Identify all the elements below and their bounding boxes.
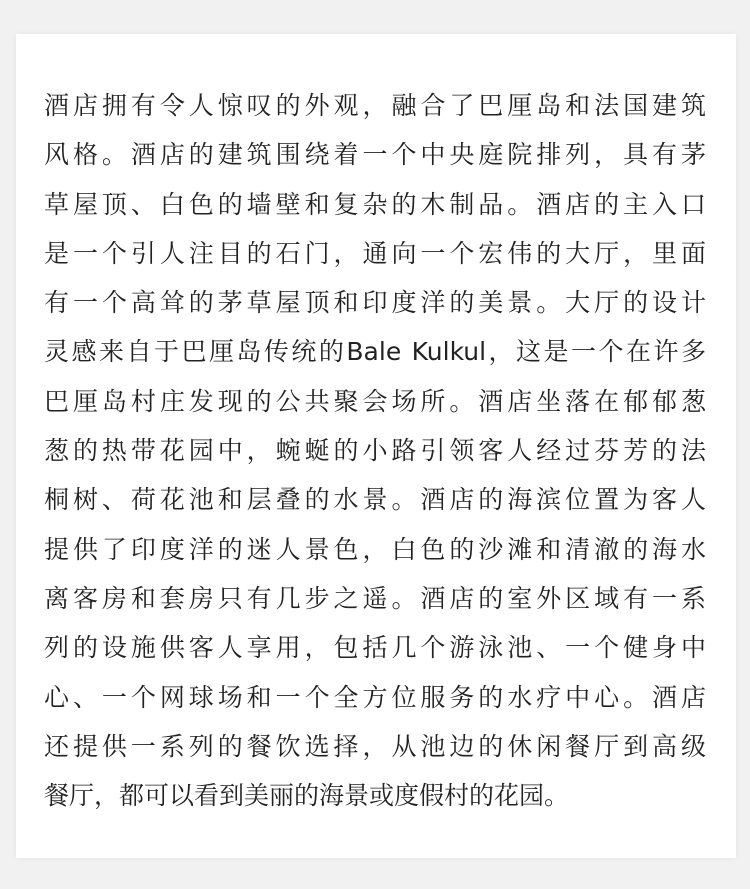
article-line: 酒店拥有令人惊叹的外观，融合了巴厘岛和法国建筑 — [44, 91, 706, 120]
article-line: 提供了印度洋的迷人景色，白色的沙滩和清澈的海水 — [44, 534, 706, 564]
article-line: 列的设施供客人享用，包括几个游泳池、一个健身中 — [44, 633, 706, 663]
article-line: 离客房和套房只有几步之遥。酒店的室外区域有一系 — [44, 583, 706, 613]
article-line: 风格。酒店的建筑围绕着一个中央庭院排列，具有茅 — [44, 140, 706, 170]
article-line: 是一个引人注目的石门，通向一个宏伟的大厅，里面 — [44, 238, 706, 268]
article-line: 心、一个网球场和一个全方位服务的水疗中心。酒店 — [44, 682, 706, 712]
article-line: 桐树、荷花池和层叠的水景。酒店的海滨位置为客人 — [44, 485, 706, 515]
article-line: 有一个高耸的茅草屋顶和印度洋的美景。大厅的设计 — [44, 288, 706, 318]
article-card — [16, 34, 736, 858]
article-line: 草屋顶、白色的墙壁和复杂的木制品。酒店的主入口 — [44, 189, 706, 219]
article-line: 还提供一系列的餐饮选择，从池边的休闲餐厅到高级 — [44, 731, 706, 761]
article-line: 葱的热带花园中，蜿蜒的小路引领客人经过芬芳的法 — [44, 436, 706, 466]
article-line: 灵感来自于巴厘岛传统的Bale Kulkul，这是一个在许多 — [44, 337, 706, 367]
article-paragraph — [44, 81, 714, 820]
article-line: 巴厘岛村庄发现的公共聚会场所。酒店坐落在郁郁葱 — [44, 386, 706, 416]
article-line: 餐厅，都可以看到美丽的海景或度假村的花园。 — [44, 781, 570, 811]
